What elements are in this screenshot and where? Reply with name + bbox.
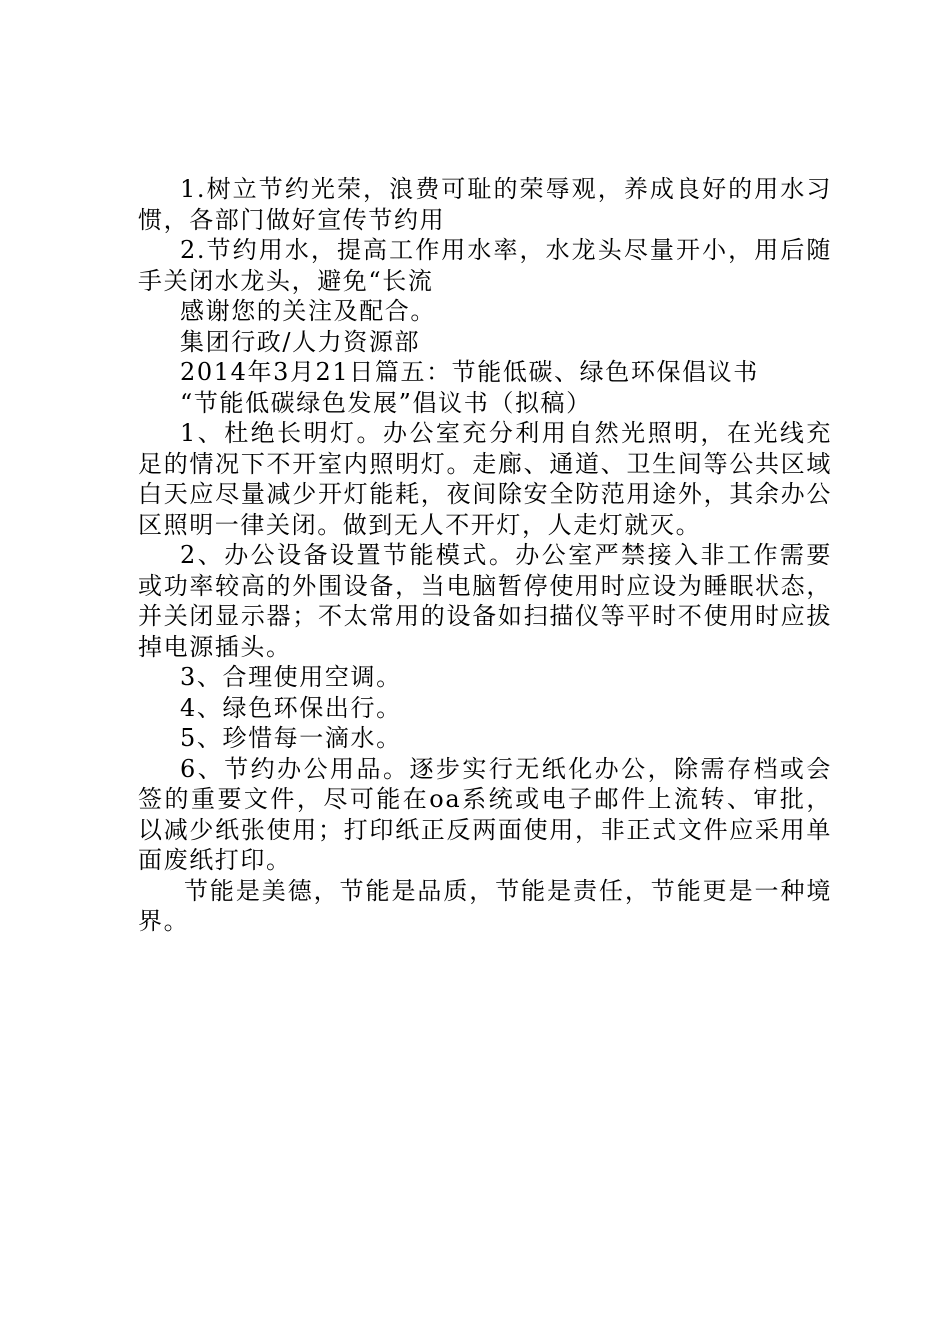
- paragraph-item-supplies: 6、节约办公用品。逐步实行无纸化办公，除需存档或会签的重要文件，尽可能在oa系统或电子邮件上流转、审批，以减少纸张使用；打印纸正反两面使用，非正式文件应采用单面废纸打印。: [138, 754, 832, 874]
- paragraph-item-lights: 1、杜绝长明灯。办公室充分利用自然光照明，在光线充足的情况下不开室内照明灯。走廊、通道、卫生间等公共区域白天应尽量减少开灯能耗，夜间除安全防范用途外，其余办公区照明一律关闭。做到无人不开灯，人走灯就灭。: [138, 419, 832, 539]
- paragraph-item-devices: 2、办公设备设置节能模式。办公室严禁接入非工作需要或功率较高的外围设备，当电脑暂停使用时应设为睡眠状态，并关闭显示器；不太常用的设备如扫描仪等平时不使用时应拔掉电源插头。: [138, 541, 832, 661]
- paragraph-item-travel: 4、绿色环保出行。: [180, 693, 402, 722]
- paragraph-item-aircon: 3、合理使用空调。: [180, 663, 402, 691]
- document-body: [138, 174, 832, 937]
- paragraph-date-heading: 2014年3月21日篇五：节能低碳、绿色环保倡议书: [180, 358, 759, 386]
- paragraph-proposal-title: “节能低碳绿色发展”倡议书（拟稿）: [180, 388, 592, 417]
- paragraph-department: 集团行政/人力资源部: [180, 327, 421, 356]
- paragraph-thanks: 感谢您的关注及配合。: [180, 297, 436, 325]
- paragraph-water-saving-2: 2.节约用水，提高工作用水率，水龙头尽量开小，用后随手关闭水龙头，避免“长流: [138, 236, 832, 295]
- paragraph-item-water: 5、珍惜每一滴水。: [180, 724, 402, 752]
- paragraph-water-saving-1: 1.树立节约光荣，浪费可耻的荣辱观，养成良好的用水习惯，各部门做好宣传节约用: [138, 175, 832, 234]
- paragraph-closing: 节能是美德，节能是品质，节能是责任，节能更是一种境界。: [138, 876, 832, 935]
